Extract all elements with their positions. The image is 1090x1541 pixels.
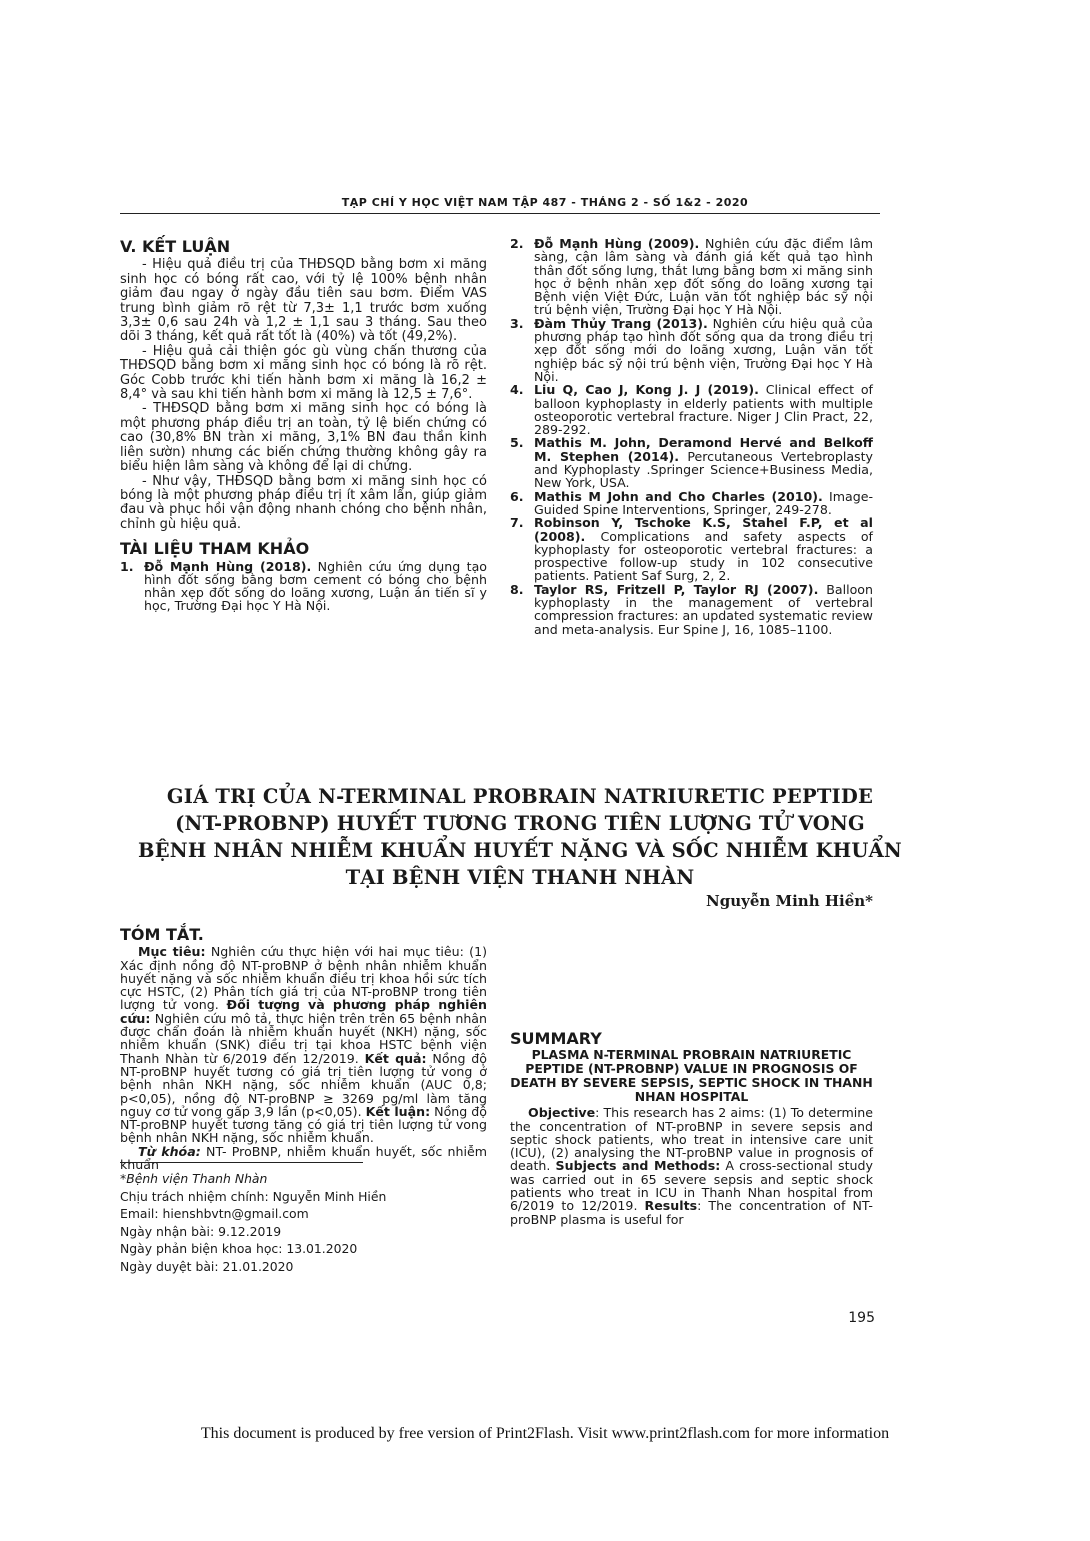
reference-text (144, 560, 487, 613)
english-summary (510, 1029, 873, 1227)
conclusion-paragraph: - Như vậy, THĐSQD bằng bơm xi măng sinh học có bóng là một phương pháp điều trị ít xâm lấn, giúp giảm đau và phục hồi vận động nhanh chóng cho bệnh nhân, chỉnh gù hiệu quả. (120, 473, 487, 532)
reference-number: 8. (510, 581, 524, 597)
reference-number: 7. (510, 515, 524, 531)
reference-item (510, 436, 873, 489)
footnote (120, 1170, 500, 1276)
summary-results-label: Results (644, 1198, 698, 1214)
reference-author: Liu Q, Cao J, Kong J. J (2019). (534, 382, 759, 398)
footnote-divider (120, 1162, 363, 1163)
abstract-conclusion-text: Nồng độ NT-proBNP huyết tương tăng có giá trị tiên lượng tử vong bệnh nhân NKH nặng, sốc nhiễm khuẩn. (120, 1103, 487, 1146)
abstract-heading: TÓM TẮT. (120, 925, 204, 944)
reference-body: Clinical effect of balloon kyphoplasty in elderly patients with multiple osteoporotic vertebral fracture. Niger J Clin Pract, 22, 289-292. (534, 382, 873, 438)
reference-author: Robinson Y, Tschoke K.S, Stahel F.P, et al (2008). (534, 515, 873, 544)
article-title-line: GIÁ TRỊ CỦA N-TERMINAL PROBRAIN NATRIURETIC PEPTIDE (166, 785, 874, 808)
page-number: 195 (848, 1310, 875, 1326)
reference-body: Image-Guided Spine Interventions, Springer, 249-278. (534, 488, 873, 517)
conclusion-paragraph: - Hiệu quả cải thiện góc gù vùng chấn thương của THĐSQD bằng bơm xi măng sinh học có bóng là rõ rệt. Góc Cobb trước khi tiến hành bơm xi măng là 16,2 ± 8,4° và sau khi tiến hành bơm xi măng là 12,5 ± 7,6°. (120, 343, 487, 403)
print2flash-watermark: This document is produced by free version of Print2Flash. Visit www.print2flash.com for more information (200, 1425, 890, 1442)
abstract-keywords-label: Từ khóa: (138, 1143, 201, 1159)
reference-item (510, 516, 873, 582)
reference-item (510, 383, 873, 436)
summary-methods-label: Subjects and Methods: (555, 1158, 721, 1174)
references-heading: TÀI LIỆU THAM KHẢO (120, 539, 310, 559)
reference-item (510, 583, 873, 636)
article-title-line: BỆNH NHÂN NHIỄM KHUẨN HUYẾT NẶNG VÀ SỐC NHIỄM KHUẨN (138, 839, 902, 862)
abstract-keywords (120, 1145, 487, 1172)
reference-body: Complications and safety aspects of kyphoplasty for osteoporotic vertebral fractures: a prospective follow-up study in 102 consecutive patients. Patient Saf Surg, 2, 2. (534, 528, 873, 584)
abstract-methods-label: Đối tượng và phương pháp nghiên cứu: (120, 997, 487, 1026)
reference-author: Đàm Thủy Trang (2013). (534, 315, 708, 331)
reference-item (510, 237, 873, 317)
reference-number: 6. (510, 488, 524, 504)
conclusion-paragraph: - THĐSQD bằng bơm xi măng sinh học có bóng là một phương pháp điều trị an toàn, tỷ lệ biến chứng có cao (30,8% BN tràn xi măng, 3,1% BN đau thần kinh liên sườn) nhưng các biến chứng thường không gây ra biểu hiện lâm sàng và không để lại di chứng. (120, 401, 487, 475)
abstract-objective-text: Nghiên cứu thực hiện với hai mục tiêu: (1) Xác định nồng độ NT-proBNP ở bệnh nhân nhiễm khuẩn huyết nặng và sốc nhiễm khuẩn điều trị khoa hồi sức tích cực HSTC, (2) Phân tích giá trị của NT-proBNP trong tiên lượng tử vong. (120, 944, 488, 1013)
left-column-top (120, 237, 487, 614)
conclusion-heading: V. KẾT LUẬN (120, 237, 231, 256)
right-column-references (510, 237, 873, 636)
summary-objective-text: : This research has 2 aims: (1) To determine the concentration of NT-proBNP in severe sepsis and septic shock patients, who treat in intensive care unit (ICU), (2) analysing the NT-proBNP value in prognosis of death. (510, 1105, 873, 1174)
reference-item (510, 490, 873, 517)
reference-body: Percutaneous Vertebroplasty and Kyphoplasty .Springer Science+Business Media, New York, USA. (534, 448, 873, 491)
vietnamese-abstract (120, 925, 488, 1173)
summary-results-text: : The concentration of NT-proBNP plasma is useful for (510, 1198, 873, 1227)
reference-body: Balloon kyphoplasty in the management of vertebral compression fractures: an updated systematic review and meta-analysis. Eur Spine J, 16, 1085–1100. (534, 581, 873, 637)
reference-body: Nghiên cứu đặc điểm lâm sàng, cận lâm sàng và đánh giá kết quả tạo hình thân đốt sống lưng, thắt lưng bằng bơm xi măng sinh học ở bệnh nhân xẹp đốt sống do loãng xương tại Bệnh viện Việt Đức, Luận văn tốt nghiệp bác sỹ nội trú bệnh viện, Trường Đại học Y Hà Nội. (534, 236, 873, 318)
reference-author: Đỗ Mạnh Hùng (2018). (144, 558, 312, 574)
reference-author: Mathis M. John, Deramond Hervé and Belkoff M. Stephen (2014). (534, 435, 873, 464)
abstract-objective-label: Mục tiêu: (138, 944, 206, 960)
summary-methods-text: A cross-sectional study was carried out in 65 severe sepsis and septic shock patients who treat in ICU in Thanh Nhan hospital from 6/2019 to 12/2019. (510, 1158, 873, 1214)
abstract-methods-text: Nghiên cứu mô tả, thực hiện trên trên 65 bệnh nhân được chẩn đoán là nhiễm khuẩn huyết (NKH) nặng, sốc nhiễm khuẩn (SNK) điều trị tại khoa HSTC bệnh viện Thanh Nhàn từ 6/2019 đến 12/2019. (120, 1010, 487, 1066)
abstract-results-text: Nồng độ NT-proBNP huyết tương có giá trị tiên lượng tử vong ở bệnh nhân NKH nặng, sốc nhiễm khuẩn (AUC 0,8; p<0,05), nồng độ NT-proBNP ≥ 3269 pg/ml làm tăng nguy cơ tử vong gấp 3,9 lần (p<0,05). (120, 1050, 487, 1119)
footnote-responsible: Chịu trách nhiệm chính: Nguyễn Minh Hiền (120, 1188, 387, 1204)
footnote-accepted: Ngày duyệt bài: 21.01.2020 (120, 1258, 294, 1274)
footnote-reviewed: Ngày phản biện khoa học: 13.01.2020 (120, 1241, 358, 1257)
abstract-conclusion-label: Kết luận: (365, 1103, 431, 1119)
summary-body (510, 1106, 873, 1226)
reference-item (510, 317, 873, 383)
summary-title: PLASMA N-TERMINAL PROBRAIN NATRIURETIC PEPTIDE (NT-PROBNP) VALUE IN PROGNOSIS OF DEATH BY SEVERE SEPSIS, SEPTIC SHOCK IN THANH NHAN HOSPITAL (510, 1047, 873, 1105)
article-title-line: (NT-PROBNP) HUYẾT TƯƠNG TRONG TIÊN LƯỢNG TỬ VONG (175, 812, 865, 835)
reference-body: Nghiên cứu hiệu quả của phương pháp tạo hình đốt sống qua da trong điều trị xẹp đốt sống mới do loãng xương, Luận văn tốt nghiệp bác sỹ nội trú bệnh viện, Trường Đại học Y Hà Nội. (534, 315, 873, 384)
reference-author: Mathis M John and Cho Charles (2010). (534, 488, 823, 504)
reference-number: 2. (510, 236, 524, 251)
abstract-keywords-text: NT- ProBNP, nhiễm khuẩn huyết, sốc nhiễm khuẩn (120, 1143, 488, 1173)
reference-author: Đỗ Mạnh Hùng (2009). (534, 236, 700, 251)
reference-number: 3. (510, 315, 524, 331)
reference-body: Nghiên cứu ứng dụng tạo hình đốt sống bằng bơm cement có bóng cho bệnh nhân xẹp đốt sống do loãng xương, Luận án tiến sĩ y học, Trường Đại học Y Hà Nội. (144, 558, 487, 614)
reference-author: Taylor RS, Fritzell P, Taylor RJ (2007). (534, 581, 819, 597)
footnote-affiliation: *Bệnh viện Thanh Nhàn (120, 1171, 268, 1186)
reference-number: 4. (510, 382, 524, 398)
article-title-line: TẠI BỆNH VIỆN THANH NHÀN (345, 866, 695, 889)
header-divider (120, 213, 880, 214)
footnote-email: Email: hienshbvtn@gmail.com (120, 1206, 309, 1222)
journal-running-header: TẠP CHÍ Y HỌC VIỆT NAM TẬP 487 - THÁNG 2 - SỐ 1&2 - 2020 (341, 196, 749, 209)
reference-number: 1. (120, 558, 134, 574)
abstract-results-label: Kết quả: (364, 1050, 427, 1066)
footnote-received: Ngày nhận bài: 9.12.2019 (120, 1223, 282, 1239)
summary-objective-label: Objective (528, 1105, 596, 1121)
conclusion-paragraph: - Hiệu quả điều trị của THĐSQD bằng bơm xi măng sinh học có bóng rất cao, với tỷ lệ 100% bệnh nhân giảm đau ngay ở ngày đầu tiên sau bơm. Điểm VAS trung bình giảm rõ rệt từ 7,3± 1,1 trước bơm xuống 3,3± 0,6 sau 24h và 1,2 ± 1,1 sau 3 tháng. Sau theo dõi 3 tháng, kết quả rất tốt là (40%) và tốt (49,2%). (120, 257, 487, 345)
summary-heading: SUMMARY (510, 1029, 602, 1048)
reference-number: 5. (510, 435, 524, 451)
reference-item (120, 560, 487, 613)
article-author: Nguyễn Minh Hiền* (706, 892, 873, 910)
abstract-body (120, 945, 487, 1144)
article-title (100, 783, 940, 891)
